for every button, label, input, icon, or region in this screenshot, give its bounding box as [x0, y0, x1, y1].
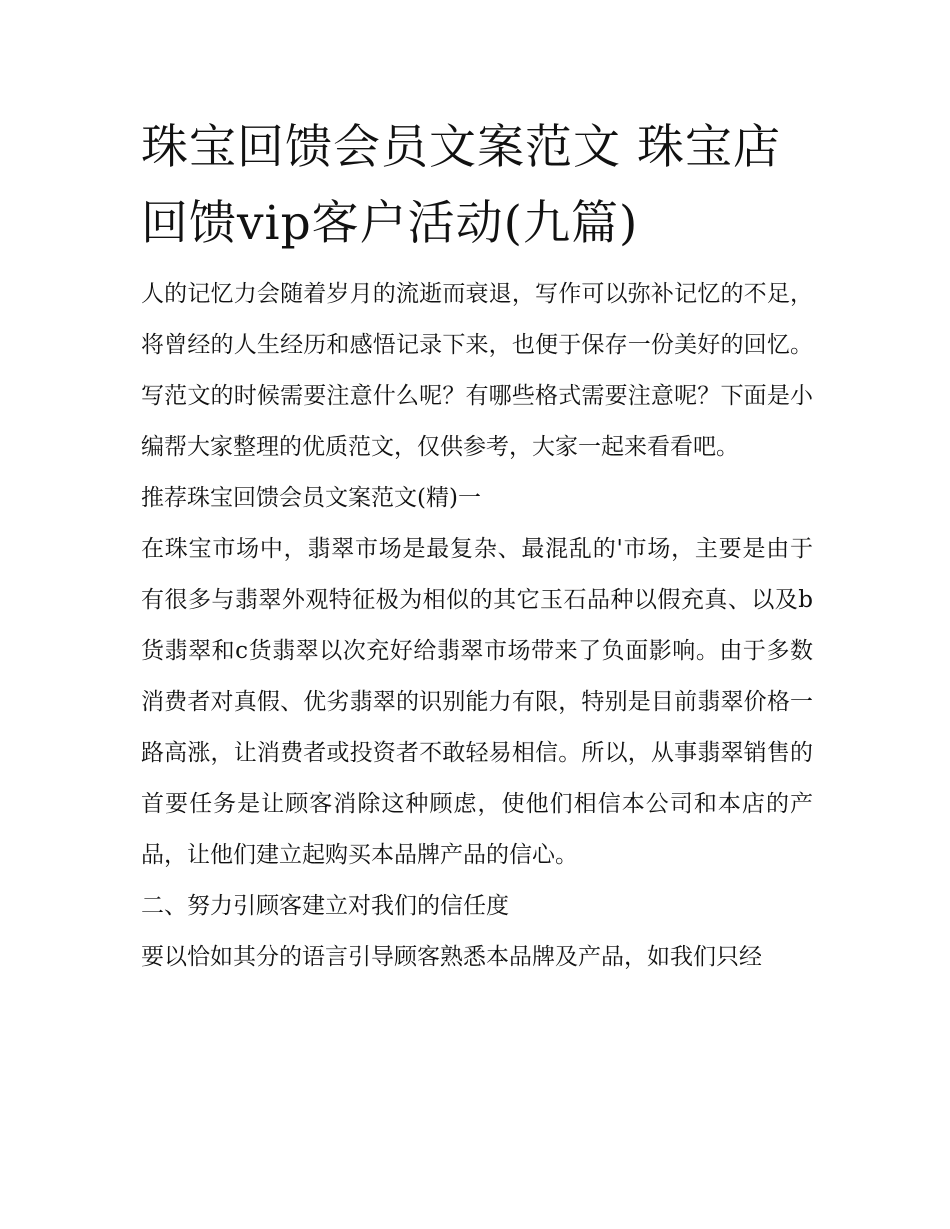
document-page — [141, 110, 813, 983]
document-title: 珠宝回馈会员文案范文 珠宝店回馈vip客户活动(九篇) — [141, 120, 781, 251]
subheading-two: 二、努力引顾客建立对我们的信任度 — [141, 893, 509, 919]
last-paragraph: 要以恰如其分的语言引导顾客熟悉本品牌及产品，如我们只经 — [141, 944, 762, 970]
section-paragraph: 在珠宝市场中，翡翠市场是最复杂、最混乱的'市场，主要是由于有很多与翡翠外观特征极为相似的其它玉石品种以假充真、以及b货翡翠和c货翡翠以次充好给翡翠市场带来了负面影响。由于多数消费者对真假、优劣翡翠的识别能力有限，特别是目前翡翠价格一路高涨，让消费者或投资者不敢轻易相信。所以，从事翡翠销售的首要任务是让顾客消除这种顾虑，使他们相信本公司和本店的产品，让他们建立起购买本品牌产品的信心。 — [141, 536, 813, 868]
section-heading: 推荐珠宝回馈会员文案范文(精)一 — [141, 485, 481, 511]
intro-paragraph: 人的记忆力会随着岁月的流逝而衰退，写作可以弥补记忆的不足，将曾经的人生经历和感悟记录下来，也便于保存一份美好的回忆。写范文的时候需要注意什么呢？有哪些格式需要注意呢？下面是小编帮大家整理的优质范文，仅供参考，大家一起来看看吧。 — [141, 281, 813, 460]
